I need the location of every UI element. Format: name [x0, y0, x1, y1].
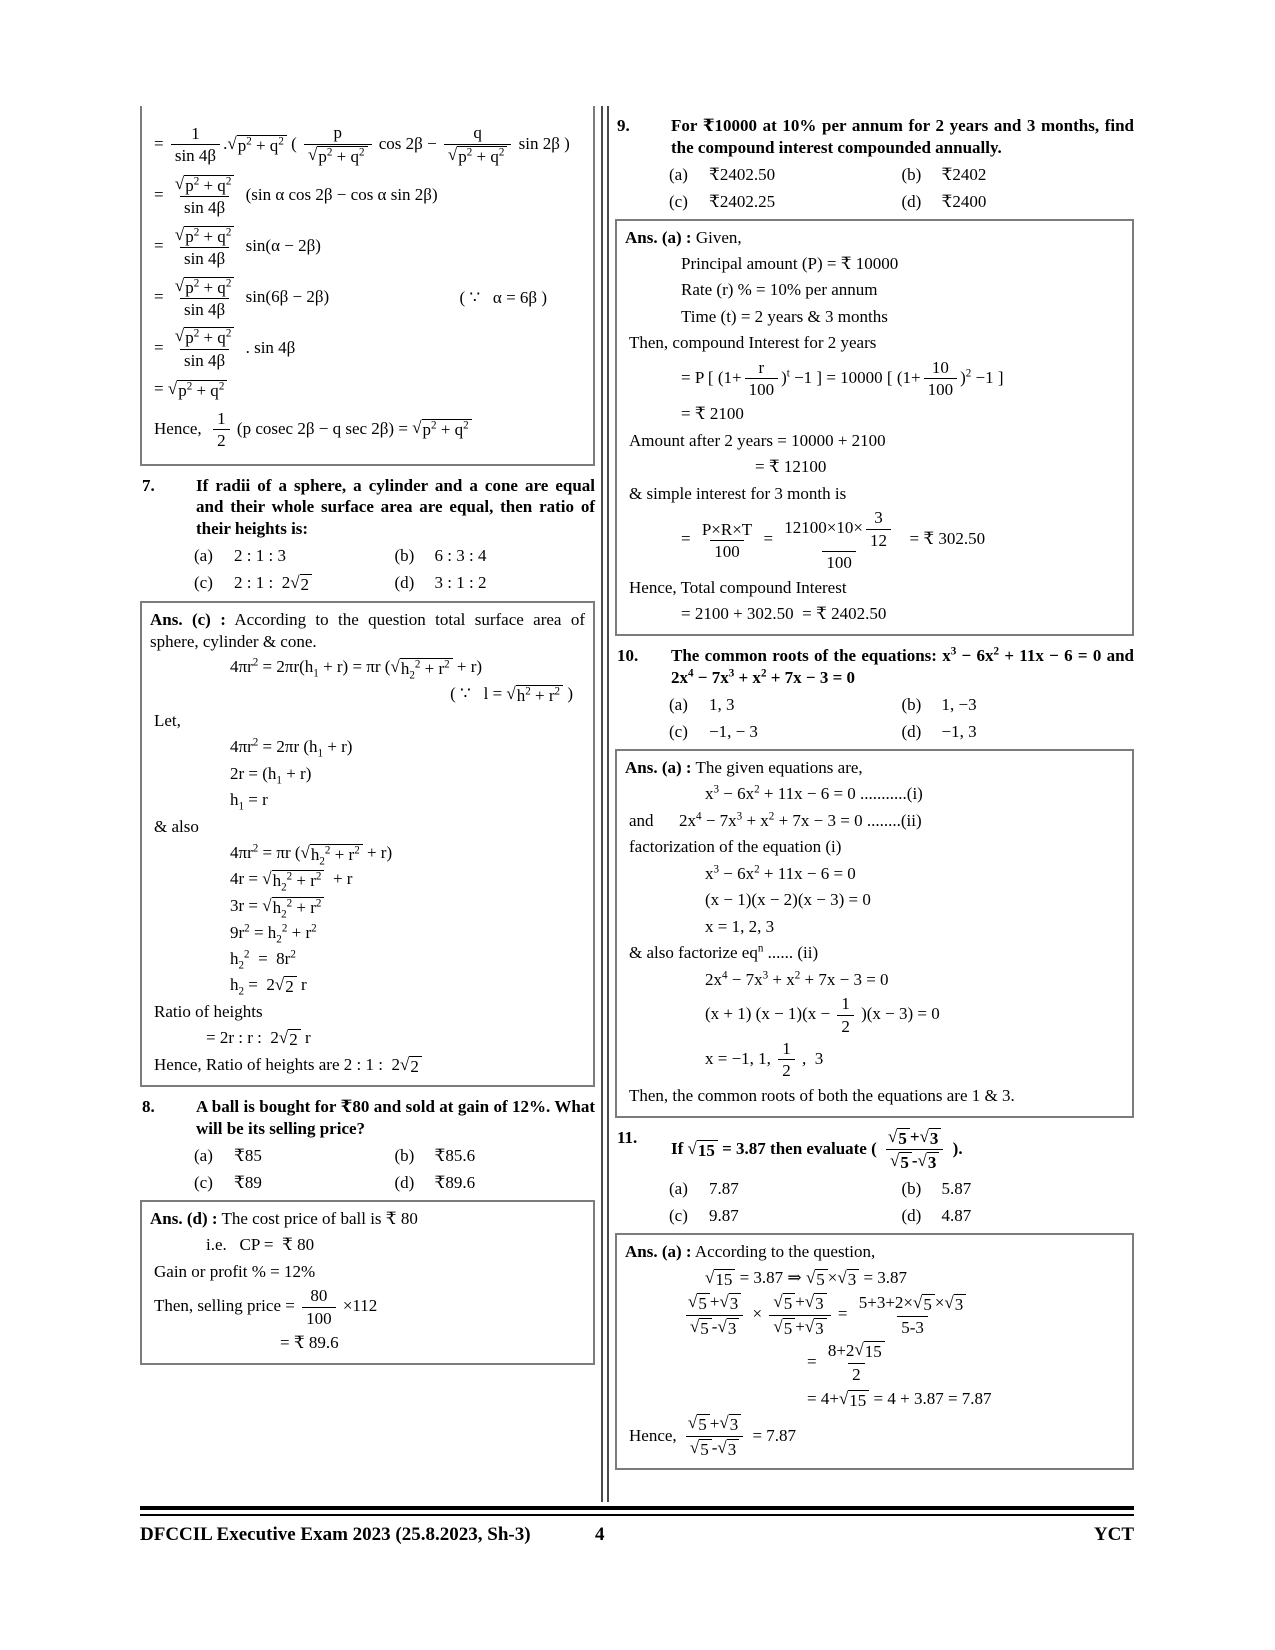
option-value: −1, 3 — [941, 722, 977, 742]
math-expression: 3r = √ $h_2^2 + r^2$ — [150, 895, 324, 917]
question-10-options — [615, 692, 1134, 746]
math-line — [150, 1331, 585, 1355]
math-side-note: ( ∵ α = 6β ) — [459, 287, 547, 307]
option — [395, 545, 596, 567]
option — [902, 721, 1135, 743]
answer-q8-lines — [150, 1233, 585, 1355]
math-line — [625, 455, 1124, 479]
math-expression: (x − 1)(x − 2)(x − 3) = 0 — [705, 890, 871, 910]
math-line — [625, 278, 1124, 302]
option-label: (b) — [394, 1146, 415, 1166]
footer-rule — [140, 1506, 1134, 1516]
math-expression: = √ $p^2 + q^2$ — [150, 378, 227, 400]
math-expression: $h_1 = r$ — [230, 790, 268, 813]
option — [395, 572, 596, 594]
option-label: (a) — [669, 695, 688, 715]
question-text: A ball is bought for ₹80 and sold at gain of 12%. What will be its selling price? — [196, 1097, 600, 1139]
math-line — [625, 602, 1124, 626]
option — [902, 1205, 1135, 1227]
math-line — [625, 782, 1124, 806]
math-line — [150, 276, 585, 320]
math-line — [150, 867, 585, 894]
math-expression: $x^3 - 6x^2 + 11x - 6 = 0$ ...........(i) — [705, 783, 923, 804]
math-expression: = √ $p^2 + q^2$ sin 4β sin(6β − 2β) — [154, 275, 330, 320]
option-value: 4.87 — [941, 1205, 972, 1225]
math-line — [625, 508, 1124, 573]
answer-intro — [625, 227, 1124, 249]
math-expression: √ 5 + √ 3 √ 5 - √ 3 × √ 5 + √ 3 √ 5 + √ 3 = 5+3+2× √ 5 × √ 3 5-3 — [625, 1292, 973, 1338]
math-line — [625, 915, 1124, 939]
math-line — [150, 1026, 585, 1050]
math-expression: Then, compound Interest for 2 years — [629, 333, 877, 353]
option-value: 1, 3 — [709, 695, 735, 715]
question-text: For ₹10000 at 10% per annum for 2 years and 3 months, find the compound interest compounded annually. — [671, 116, 1139, 157]
option-value: 3 : 1 : 2 — [434, 573, 487, 593]
math-expression: Hence, √ 5 + √ 3 √ 5 - √ 3 = 7.87 — [629, 1413, 797, 1459]
math-expression: $2x^4 - 7x^3 + x^2 + 7x - 3 = 0$ — [705, 969, 889, 989]
math-line — [150, 735, 585, 759]
answer-intro — [150, 1208, 585, 1230]
math-line — [625, 331, 1124, 355]
math-line — [625, 994, 1124, 1036]
math-expression: Rate (r) % = 10% per annum — [681, 280, 878, 300]
option-value: ₹85 — [234, 1146, 262, 1166]
option-label: (b) — [901, 1179, 922, 1199]
question-9 — [615, 115, 1139, 159]
math-line — [150, 973, 585, 997]
option-label: (b) — [901, 165, 922, 184]
option-value: ₹89.6 — [434, 1173, 476, 1193]
math-expression: Gain or profit % = 12% — [154, 1261, 316, 1281]
math-line — [150, 1233, 585, 1257]
math-line — [150, 1053, 585, 1077]
option-value: 9.87 — [709, 1205, 739, 1225]
option-value: ₹85.6 — [434, 1146, 476, 1166]
option-label: (c) — [669, 1205, 688, 1225]
option-label: (a) — [669, 165, 688, 184]
math-expression: Ratio of heights — [154, 1002, 263, 1022]
option-label: (d) — [901, 1205, 922, 1225]
math-line — [625, 305, 1124, 329]
math-line — [625, 835, 1124, 859]
option-label: (d) — [394, 1173, 415, 1193]
math-expression: Then, selling price = $\frac{80}{100}$ ×112 — [154, 1286, 378, 1328]
math-expression: $2r = (h_1 + r)$ — [230, 763, 312, 786]
right-column — [615, 106, 1139, 1502]
answer-intro — [150, 609, 585, 653]
math-expression: = $\frac{1}{\sin 4\beta}$ . √ $p^2 + q^2$ ( p √ $p^2 + q^2$ cos 2β − q √ $p^2 + q^2$ sin 2β ) — [154, 123, 570, 167]
option-value: ₹89 — [234, 1173, 262, 1193]
math-line — [625, 252, 1124, 276]
option-value: 2 : 1 : 2 √ 2 — [234, 572, 312, 594]
math-line — [150, 682, 585, 706]
option-value: ₹2400 — [941, 191, 987, 211]
option — [194, 545, 395, 567]
math-expression: & also — [154, 816, 199, 836]
math-line — [625, 1414, 1124, 1460]
math-expression: = 2r : r : 2 √ 2 r — [206, 1028, 311, 1050]
math-line — [150, 327, 585, 371]
question-8 — [140, 1096, 600, 1140]
math-expression: Amount after 2 years = 10000 + 2100 — [629, 430, 886, 450]
math-expression: = ₹ 2100 — [681, 404, 744, 424]
math-line — [625, 1039, 1124, 1081]
answer-key: Ans. (a) : — [625, 1242, 692, 1262]
option — [669, 694, 902, 716]
page-number: 4 — [595, 1524, 605, 1545]
option-label: (d) — [901, 191, 922, 211]
answer-intro-text: According to the question, — [694, 1242, 876, 1262]
answer-q11-lines — [625, 1266, 1124, 1459]
answer-intro — [625, 1241, 1124, 1263]
math-expression: Time (t) = 2 years & 3 months — [681, 306, 888, 326]
math-expression: Let, — [154, 710, 181, 730]
question-number: 7. — [142, 475, 155, 495]
answer-intro-text: Given, — [695, 228, 742, 247]
question-text: The common roots of the equations: $x^3 - 6x^2 + 11x - 6 = 0$ and $2x^4 - 7x^3 + x^2 + 7x - 3 = 0$ — [671, 645, 1139, 688]
math-expression: factorization of the equation (i) — [629, 837, 842, 857]
math-line — [625, 1387, 1124, 1411]
continued-solution-box — [140, 106, 595, 466]
footer-row — [140, 1516, 1134, 1547]
option — [902, 164, 1135, 186]
math-expression: = √ $p^2 + q^2$ sin 4β sin(α − 2β) — [154, 224, 321, 269]
option — [902, 694, 1135, 716]
answer-q9-lines — [625, 252, 1124, 626]
option-label: (c) — [194, 1173, 213, 1193]
math-expression: $4\pi r^2 = \pi r$ ( √ $h_2^2 + r^2$ + r) — [230, 842, 393, 867]
option-value: 5.87 — [941, 1179, 972, 1199]
option-label: (b) — [901, 695, 922, 715]
math-expression: = 2100 + 302.50 = ₹ 2402.50 — [681, 604, 887, 624]
math-line — [625, 1266, 1124, 1290]
math-line — [150, 174, 585, 218]
math-line — [625, 482, 1124, 506]
math-line — [150, 920, 585, 944]
math-expression: x = 1, 2, 3 — [705, 916, 775, 936]
math-expression: √ 15 = 3.87 ⇒ √ 5 × √ 3 = 3.87 — [705, 1267, 908, 1289]
math-line — [150, 1260, 585, 1284]
math-expression: & simple interest for 3 month is — [629, 483, 847, 503]
math-line — [150, 655, 585, 682]
math-line — [150, 225, 585, 269]
math-line — [625, 1083, 1124, 1107]
math-expression: = √ $p^2 + q^2$ sin 4β . sin 4β — [154, 326, 296, 370]
question-text: If radii of a sphere, a cylinder and a cone are equal and their whole surface area are equal, then ratio of their heights is: — [196, 475, 600, 539]
answer-key: Ans. (c) : — [150, 609, 226, 629]
question-10 — [615, 645, 1139, 689]
option-value: ₹2402.25 — [709, 191, 776, 211]
math-expression: = P [ (1+ $\frac{r}{100}$ )$^t$ −1 ] = 10000 [ (1+ $\frac{10}{100}$ )$^2$ −1 ] — [681, 357, 1004, 400]
math-expression: Then, the common roots of both the equations are 1 & 3. — [629, 1085, 1015, 1105]
question-number: 11. — [617, 1127, 638, 1147]
option-value: 7.87 — [709, 1179, 739, 1199]
math-line — [150, 708, 585, 732]
math-line — [150, 409, 585, 451]
math-expression: $4\pi r^2 = 2\pi r(h_1 + r) = \pi r$ ( √ $h_2^2 + r^2$ + r) — [230, 656, 483, 682]
option-label: (c) — [669, 191, 688, 211]
answer-key: Ans. (a) : — [625, 758, 692, 778]
math-line — [625, 1341, 1124, 1385]
math-line — [625, 968, 1124, 992]
option — [669, 1178, 902, 1200]
option — [669, 721, 902, 743]
continued-solution-lines — [150, 123, 585, 451]
option-value: 2 : 1 : 3 — [234, 546, 286, 566]
option — [194, 1145, 395, 1167]
option-value: −1, − 3 — [709, 722, 758, 742]
answer-box-q11 — [615, 1233, 1134, 1470]
option — [194, 1172, 395, 1194]
math-expression: i.e. CP = ₹ 80 — [206, 1235, 315, 1255]
answer-q10-lines — [625, 782, 1124, 1107]
footer-publisher: YCT — [1093, 1524, 1134, 1545]
math-line — [625, 862, 1124, 886]
option — [395, 1145, 596, 1167]
question-number: 9. — [617, 116, 630, 135]
math-expression: = $\frac{P\times R\times T}{100}$ = 12100×10× $\frac{3}{12}$ 100 = ₹ 302.50 — [681, 508, 986, 573]
option-value: 6 : 3 : 4 — [434, 546, 487, 566]
answer-key: Ans. (d) : — [150, 1209, 218, 1229]
math-expression: Hence, $\frac{1}{2}$ (p cosec 2β − q sec 2β) = √ $p^2 + q^2$ — [150, 409, 472, 451]
math-line — [150, 378, 585, 402]
left-column — [140, 106, 600, 1502]
option — [395, 1172, 596, 1194]
question-number: 8. — [142, 1097, 155, 1117]
answer-box-q9 — [615, 219, 1134, 636]
option-label: (c) — [194, 573, 213, 593]
math-line — [150, 947, 585, 971]
math-expression: & also factorize $eq^n$ ...... (ii) — [629, 942, 819, 963]
option — [669, 1205, 902, 1227]
option-value: ₹2402.50 — [709, 165, 776, 184]
math-expression: $4\pi r^2 = 2\pi r$ $(h_1 + r)$ — [230, 736, 353, 760]
math-expression: Principal amount (P) = ₹ 10000 — [681, 253, 899, 273]
option — [902, 1178, 1135, 1200]
option — [669, 191, 902, 213]
option — [902, 191, 1135, 213]
math-expression: x = −1, 1, $\frac{1}{2}$ , 3 — [705, 1038, 824, 1081]
page-content — [140, 106, 1139, 1502]
math-line — [625, 941, 1124, 965]
math-expression: = 8+2 √ 15 2 — [625, 1341, 892, 1385]
math-line — [150, 1286, 585, 1328]
question-8-options — [140, 1143, 595, 1197]
option-label: (d) — [394, 573, 415, 593]
option-label: (c) — [669, 722, 688, 742]
answer-box-q10 — [615, 749, 1134, 1117]
question-number: 10. — [617, 646, 639, 666]
answer-q7-lines — [150, 655, 585, 1077]
math-expression: Hence, Total compound Interest — [629, 577, 847, 597]
math-expression: Hence, Ratio of heights are 2 : 1 : 2 √ 2 — [150, 1054, 422, 1076]
math-line — [150, 894, 585, 918]
answer-intro-text: The cost price of ball is ₹ 80 — [221, 1209, 418, 1229]
option-label: (d) — [901, 722, 922, 742]
option-label: (a) — [194, 1146, 213, 1166]
answer-box-q8 — [140, 1200, 595, 1365]
question-7-options — [140, 543, 595, 597]
math-expression: (x + 1) (x − 1)(x − $\frac{1}{2}$ )(x − 3) = 0 — [705, 994, 940, 1036]
math-expression: $9r^2 = h_2^2 + r^2$ — [230, 921, 317, 945]
option — [194, 572, 395, 594]
answer-intro-text: According to the question total surface area of sphere, cylinder & cone. — [150, 609, 585, 651]
question-9-options — [615, 162, 1134, 216]
math-line — [625, 1292, 1124, 1338]
question-11 — [615, 1127, 1134, 1173]
math-expression: $x^3 - 6x^2 + 11x - 6 = 0$ — [705, 863, 856, 883]
math-line — [625, 402, 1124, 426]
math-line — [625, 429, 1124, 453]
option — [669, 164, 902, 186]
math-line — [150, 788, 585, 812]
math-expression: = ₹ 12100 — [755, 457, 827, 477]
answer-intro-text: The given equations are, — [695, 758, 863, 778]
answer-key: Ans. (a) : — [625, 228, 692, 247]
math-expression: = √ $p^2 + q^2$ sin 4β (sin α cos 2β − cos α sin 2β) — [154, 173, 438, 218]
option-label: (a) — [669, 1179, 688, 1199]
page-footer — [140, 1506, 1134, 1547]
question-11-options — [615, 1176, 1134, 1230]
math-expression: = ₹ 89.6 — [280, 1332, 339, 1352]
answer-intro — [625, 757, 1124, 779]
math-line — [150, 761, 585, 785]
answer-box-q7 — [140, 601, 595, 1088]
option-value: 1, −3 — [941, 695, 977, 715]
math-line — [625, 358, 1124, 400]
math-line — [150, 1000, 585, 1024]
column-divider-rule — [601, 106, 609, 1502]
question-7 — [140, 475, 600, 540]
math-line — [625, 575, 1124, 599]
math-line — [625, 888, 1124, 912]
math-line — [150, 123, 585, 167]
math-line — [625, 809, 1124, 833]
question-text: If √ 15 = 3.87 then evaluate ( √ 5 + √ 3 √ 5 - √ 3 ). — [671, 1126, 963, 1173]
math-expression: 4r = √ $h_2^2 + r^2$ + r — [230, 869, 353, 894]
math-expression: $h_2^2 = 8r^2$ — [230, 948, 296, 972]
math-expression: = 4+ √ 15 = 4 + 3.87 = 7.87 — [807, 1388, 992, 1410]
math-expression: $h_2 = 2$ √ 2 r — [230, 975, 307, 998]
option-label: (b) — [394, 546, 415, 566]
option-label: (a) — [194, 546, 213, 566]
math-line — [150, 814, 585, 838]
option-value: ₹2402 — [941, 165, 987, 184]
math-expression: ( ∵ l = √ $h^2 + r^2$ ) — [450, 683, 573, 705]
footer-exam-title: DFCCIL Executive Exam 2023 (25.8.2023, Sh-3) — [140, 1524, 531, 1545]
math-expression: and $2x^4 - 7x^3 + x^2 + 7x - 3 = 0$ ........(ii) — [629, 810, 922, 830]
math-line — [150, 841, 585, 865]
